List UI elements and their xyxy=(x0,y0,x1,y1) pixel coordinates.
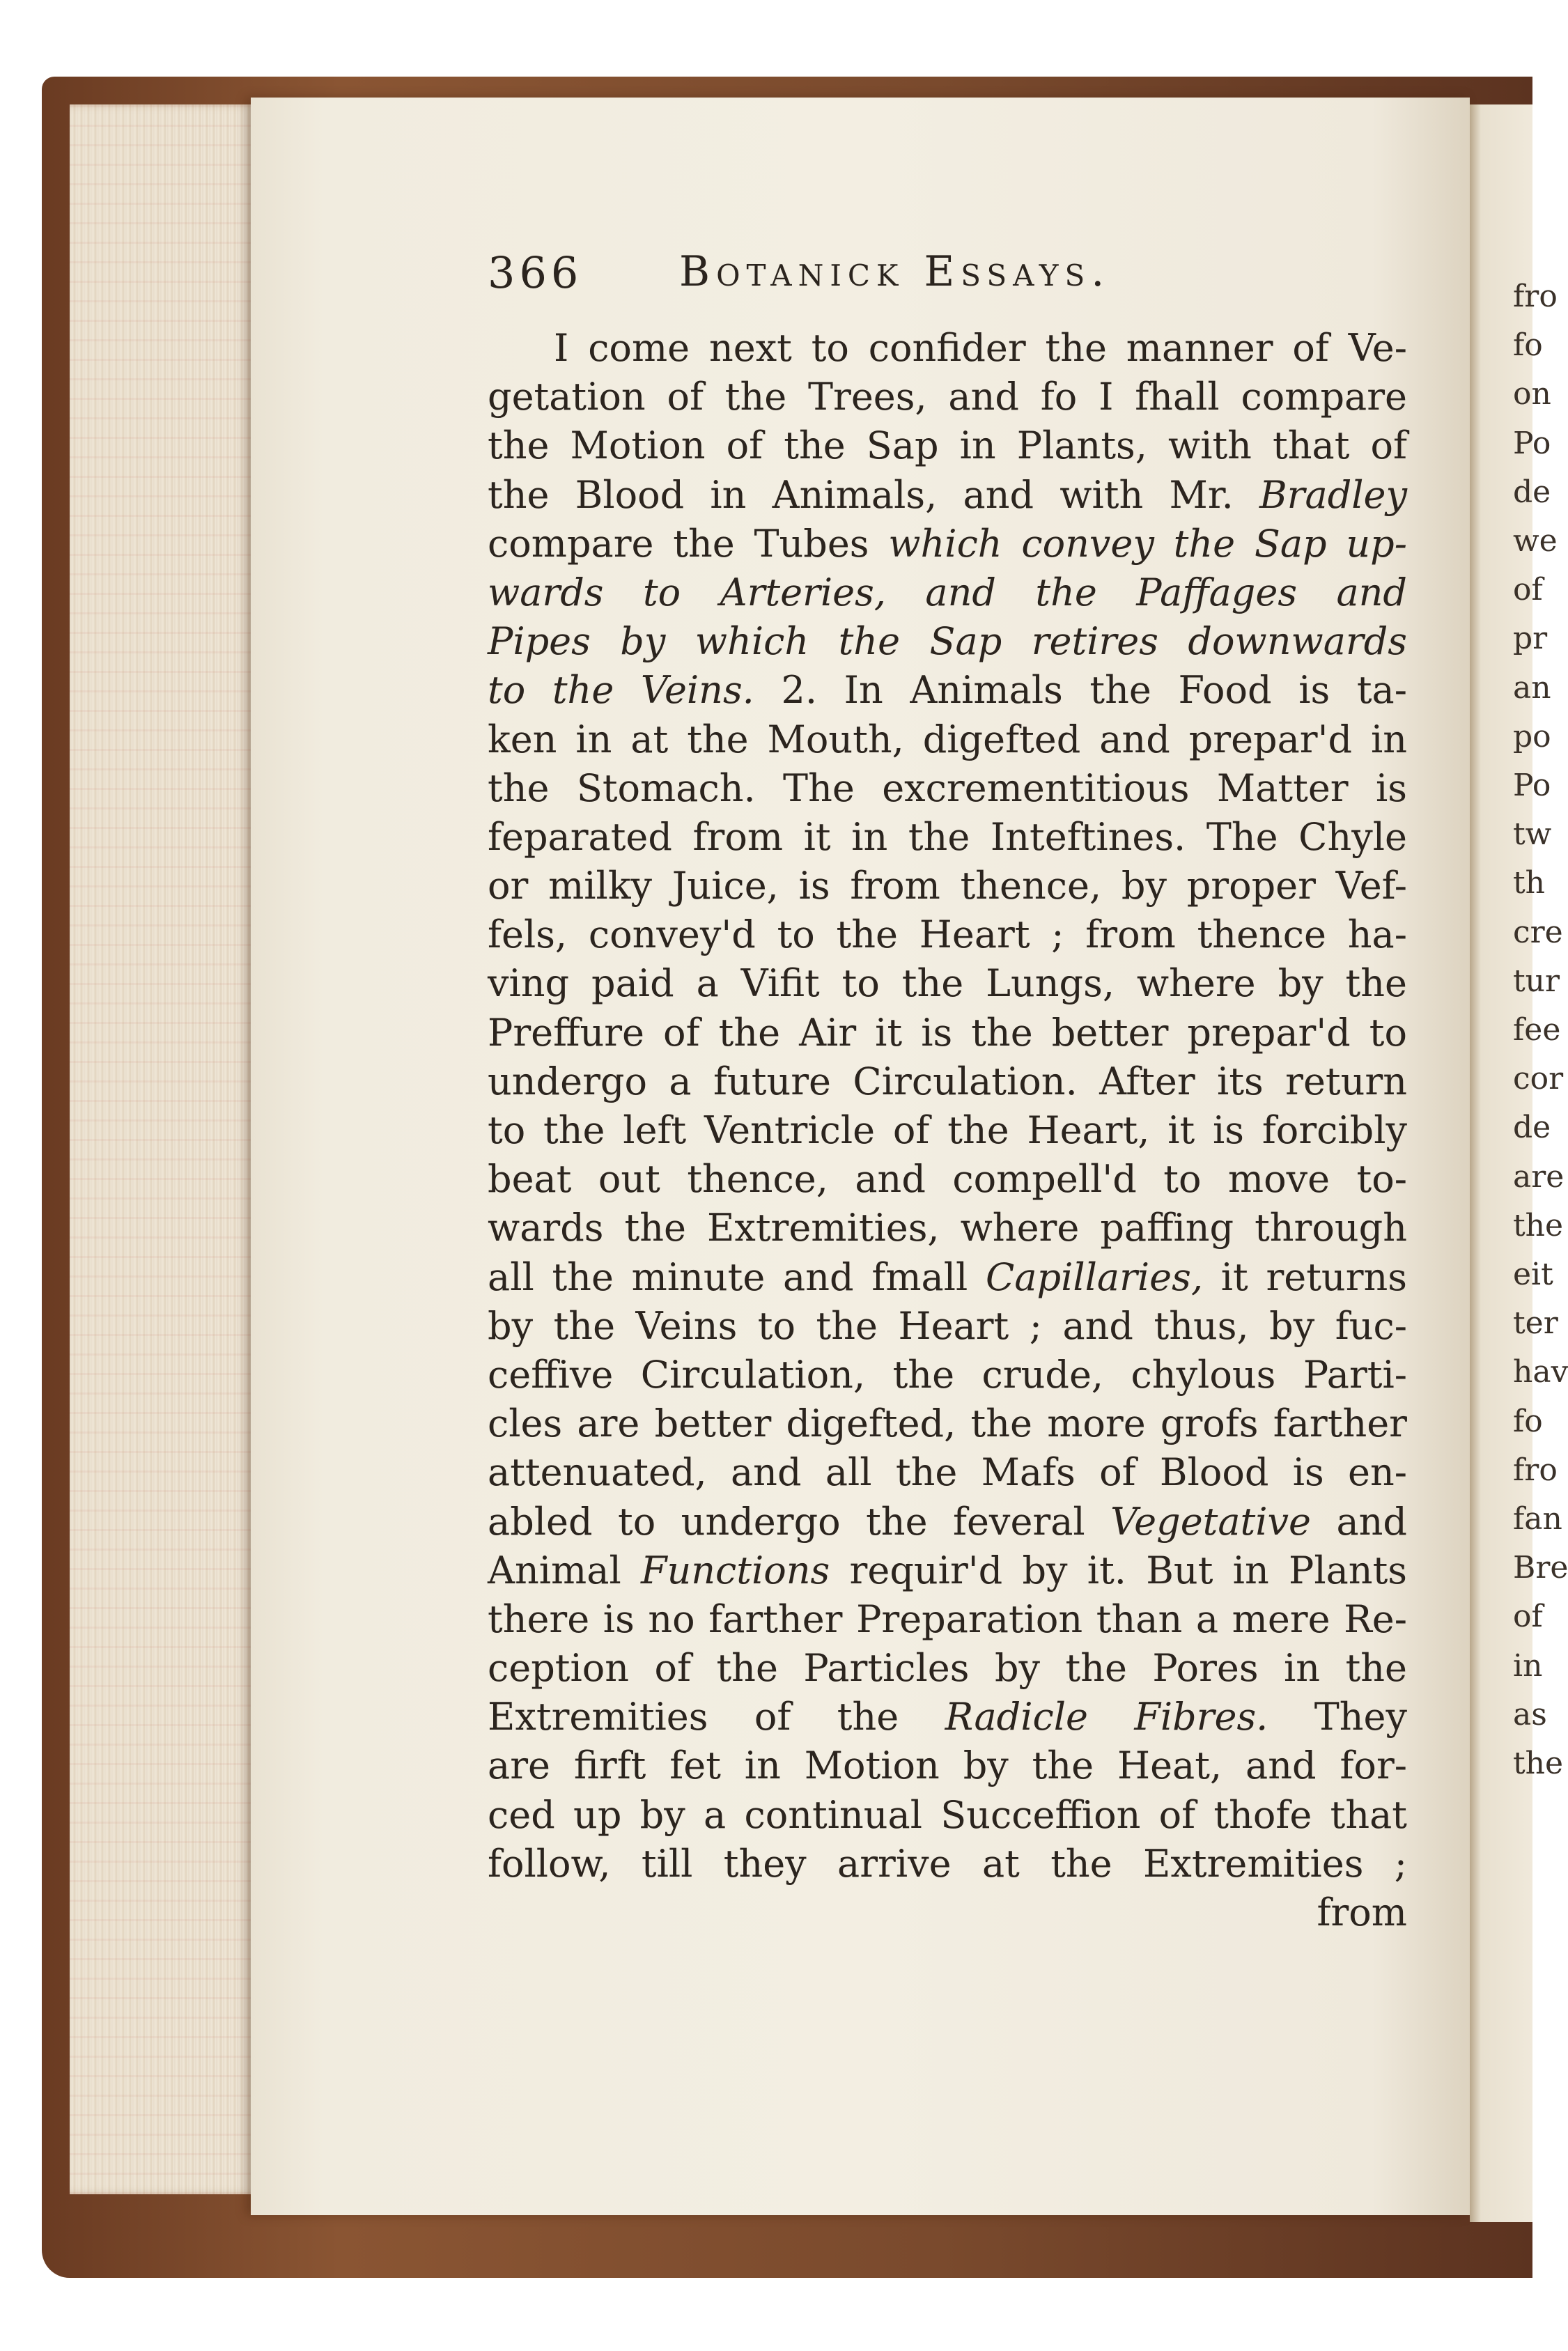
text-line xyxy=(488,568,1407,617)
text-segment: I come next to confider the manner of Ve- xyxy=(554,326,1407,370)
text-line xyxy=(488,1057,1407,1106)
text-segment: ced up by a continual Succeffion of thofe that xyxy=(488,1792,1407,1837)
text-segment: the Blood in Animals, and with Mr. xyxy=(488,472,1259,517)
facing-page-fragment: are xyxy=(1513,1158,1565,1195)
facing-page-fragment: fro xyxy=(1513,279,1558,314)
text-segment: fels, convey'd to the Heart ; from thence ha- xyxy=(488,913,1407,957)
italic-text: to the Veins. xyxy=(488,668,754,713)
facing-page-fragment: de xyxy=(1513,474,1551,510)
facing-page-fragment: the xyxy=(1513,1207,1564,1243)
text-segment: all the minute and fmall xyxy=(488,1255,986,1299)
facing-page-fragment: ter xyxy=(1513,1305,1558,1342)
facing-page-fragment: fan xyxy=(1513,1501,1562,1537)
text-line xyxy=(488,1009,1407,1057)
text-segment: Extremities of the xyxy=(488,1695,945,1739)
text-line xyxy=(488,1644,1407,1693)
facing-page-fragment: fo xyxy=(1513,1403,1543,1439)
text-line xyxy=(488,471,1407,520)
text-line xyxy=(488,1840,1407,1888)
text-segment: wards the Extremities, where paffing through xyxy=(488,1206,1407,1250)
italic-text: wards to Arteries, and the Paffages and xyxy=(488,570,1407,614)
running-title: Botanick Essays. xyxy=(679,247,1111,296)
facing-page-fragment: po xyxy=(1513,718,1551,754)
facing-page-fragment: de xyxy=(1513,1110,1551,1146)
facing-page-fragment: the xyxy=(1513,1746,1564,1781)
text-line xyxy=(488,617,1407,666)
text-line xyxy=(488,1204,1407,1252)
text-segment: undergo a future Circulation. After its return xyxy=(488,1059,1407,1103)
facing-page-fragment: an xyxy=(1513,669,1551,706)
text-segment: ken in at the Mouth, digefted and prepar'd in xyxy=(488,717,1407,761)
text-line xyxy=(488,1253,1407,1302)
page-content xyxy=(488,247,1407,1937)
text-line xyxy=(488,959,1407,1008)
facing-page-fragment: hav xyxy=(1513,1354,1568,1390)
facing-page-fragment: fee xyxy=(1513,1012,1561,1048)
text-segment: it returns xyxy=(1203,1255,1408,1299)
facing-page-fragment: fo xyxy=(1513,327,1543,364)
facing-page-fragment: on xyxy=(1513,376,1551,412)
facing-page-fragment: Bre xyxy=(1513,1550,1568,1586)
text-segment: compare the Tubes xyxy=(488,521,889,566)
italic-text: Capillaries, xyxy=(986,1255,1204,1299)
text-line xyxy=(488,1546,1407,1595)
text-segment: beat out thence, and compell'd to move to- xyxy=(488,1157,1407,1202)
facing-page-edge xyxy=(1470,104,1568,2222)
italic-text: Bradley xyxy=(1259,472,1407,517)
text-line xyxy=(488,715,1407,764)
text-line xyxy=(488,1693,1407,1741)
text-segment: and xyxy=(1311,1499,1407,1544)
italic-text: which convey the Sap up- xyxy=(888,521,1407,566)
italic-text: Vegetative xyxy=(1110,1499,1311,1544)
text-segment: by the Veins to the Heart ; and thus, by fuc- xyxy=(488,1303,1407,1348)
text-line xyxy=(488,1741,1407,1790)
facing-page-fragment: tw xyxy=(1513,816,1552,853)
text-line xyxy=(488,324,1407,373)
facing-page-fragment: eit xyxy=(1513,1257,1553,1292)
facing-page-fragment: th xyxy=(1513,865,1546,901)
text-segment: ving paid a Vifit to the Lungs, where by the xyxy=(488,961,1407,1006)
catchword: from xyxy=(1317,1891,1407,1934)
text-line xyxy=(488,421,1407,470)
text-line xyxy=(488,1155,1407,1204)
facing-page-fragment: fro xyxy=(1513,1452,1558,1488)
text-segment: Preffure of the Air it is the better prepar'd to xyxy=(488,1010,1407,1055)
text-line xyxy=(488,520,1407,568)
text-segment: the Motion of the Sap in Plants, with that of xyxy=(488,424,1407,468)
text-segment: the Stomach. The excrementitious Matter is xyxy=(488,766,1407,810)
page-edges xyxy=(70,104,258,2194)
text-line xyxy=(488,764,1407,813)
facing-page-fragment: of xyxy=(1513,572,1543,608)
text-line xyxy=(488,1399,1407,1448)
facing-page-fragment: pr xyxy=(1513,621,1548,657)
italic-text: Pipes by which the Sap retires downwards xyxy=(488,619,1407,664)
text-line xyxy=(488,1498,1407,1546)
facing-page-fragment: cre xyxy=(1513,914,1563,950)
running-header xyxy=(488,247,1407,324)
facing-page-fragment: tur xyxy=(1513,963,1560,999)
text-segment: feparated from it in the Inteftines. The Chyle xyxy=(488,814,1407,859)
text-line xyxy=(488,1595,1407,1644)
text-segment: attenuated, and all the Mafs of Blood is en- xyxy=(488,1450,1407,1495)
text-segment: ceffive Circulation, the crude, chylous Parti- xyxy=(488,1352,1407,1397)
italic-text: Radicle Fibres. xyxy=(945,1695,1268,1739)
page-number: 366 xyxy=(488,247,583,298)
text-line xyxy=(488,813,1407,862)
text-line xyxy=(488,666,1407,715)
text-segment: there is no farther Preparation than a mere Re- xyxy=(488,1597,1407,1641)
text-segment: Animal xyxy=(488,1548,642,1592)
text-line xyxy=(488,1351,1407,1399)
facing-page-fragment: we xyxy=(1513,523,1558,559)
body-text xyxy=(488,324,1407,1888)
text-segment: or milky Juice, is from thence, by proper Vef- xyxy=(488,864,1407,908)
facing-page-fragment: in xyxy=(1513,1647,1543,1684)
text-segment: follow, till they arrive at the Extremities ; xyxy=(488,1841,1407,1886)
text-line xyxy=(488,1448,1407,1497)
text-segment: ception of the Particles by the Pores in the xyxy=(488,1646,1407,1691)
text-line xyxy=(488,862,1407,910)
facing-page-fragment: as xyxy=(1513,1696,1547,1732)
text-line xyxy=(488,1302,1407,1351)
text-segment: getation of the Trees, and fo I fhall compare xyxy=(488,375,1407,419)
facing-page-fragment: Po xyxy=(1513,425,1551,461)
text-segment: requir'd by it. But in Plants xyxy=(830,1548,1408,1592)
text-line xyxy=(488,1106,1407,1155)
italic-text: Functions xyxy=(641,1548,830,1592)
text-line xyxy=(488,1791,1407,1840)
facing-page-fragment: of xyxy=(1513,1599,1543,1635)
text-segment: They xyxy=(1268,1695,1407,1739)
text-line xyxy=(488,373,1407,421)
text-line xyxy=(488,910,1407,959)
text-segment: abled to undergo the feveral xyxy=(488,1499,1111,1544)
text-segment: 2. In Animals the Food is ta- xyxy=(754,668,1407,713)
text-segment: are firft fet in Motion by the Heat, and for- xyxy=(488,1744,1407,1788)
facing-page-fragment: Po xyxy=(1513,768,1551,803)
text-segment: cles are better digefted, the more grofs farther xyxy=(488,1402,1407,1446)
facing-page-fragment: cor xyxy=(1513,1061,1564,1097)
text-segment: to the left Ventricle of the Heart, it is forcibly xyxy=(488,1108,1407,1152)
